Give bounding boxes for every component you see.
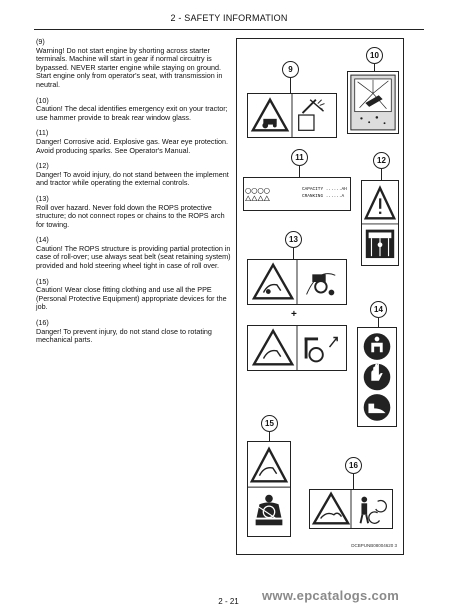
decal-11-battery bbox=[243, 177, 351, 211]
cranking-label: CRANKING ......A bbox=[302, 194, 345, 199]
rops-fold-down-icon bbox=[248, 326, 346, 370]
decal-13-rollover bbox=[247, 259, 347, 305]
page-header bbox=[34, 8, 424, 30]
plus-sign: + bbox=[291, 309, 297, 320]
safety-item-10 bbox=[36, 97, 232, 123]
callout-14: 14 bbox=[370, 301, 387, 318]
leader-line bbox=[290, 78, 291, 94]
item-text: (13) Roll over hazard. Never fold down the ROPS protective structure; do not connect ropes or chains to the ROPS arch for towing. bbox=[36, 193, 225, 229]
decal-15-seatbelt bbox=[247, 441, 291, 537]
decal-10-emergency-exit bbox=[347, 71, 399, 134]
item-text: (12) Danger! To avoid injury, do not stand between the implement and tractor while operating the external controls. bbox=[36, 161, 229, 188]
callout-10: 10 bbox=[366, 47, 383, 64]
item-text: (9) Warning! Do not start engine by shorting across starter terminals. Machine will start in gear if normal circuitry is bypassed. NEVER starter engine while staying on ground. Start engine only from operator's seat, with transmission in neutral. bbox=[36, 37, 223, 89]
decal-16-rotating-parts bbox=[309, 489, 393, 529]
safety-item-13 bbox=[36, 195, 232, 229]
figure-code: DCBPUNB08004620 3 bbox=[351, 543, 397, 548]
callout-11: 11 bbox=[291, 149, 308, 166]
page-number: 2 - 21 bbox=[218, 597, 239, 606]
battery-rating bbox=[302, 186, 347, 200]
watermark: www.epcatalogs.com bbox=[262, 588, 400, 603]
decal-9-starter-warning bbox=[247, 93, 337, 138]
ppe-clothing-icons bbox=[358, 328, 396, 426]
seatbelt-rollover-icon bbox=[248, 442, 290, 536]
crush-between-implement-icon bbox=[362, 181, 398, 265]
item-text: (10) Caution! The decal identifies emergency exit on your tractor; use hammer provide to break rear window glass. bbox=[36, 95, 228, 122]
callout-12: 12 bbox=[373, 152, 390, 169]
safety-item-11 bbox=[36, 129, 232, 155]
item-text: (14) Caution! The ROPS structure is providing partial protection in case of roll-over; use always seat belt (seat retaining system) provided and hold steering wheel tight in case of roll over. bbox=[36, 235, 231, 271]
callout-13: 13 bbox=[285, 231, 302, 248]
safety-item-16 bbox=[36, 319, 232, 345]
decal-13-rops-fold bbox=[247, 325, 347, 371]
callout-16: 16 bbox=[345, 457, 362, 474]
hammer-break-glass-icon bbox=[348, 72, 398, 133]
safety-text-column bbox=[36, 38, 232, 352]
capacity-label: CAPACITY ......AH bbox=[302, 187, 347, 192]
decal-12-implement-crush bbox=[361, 180, 399, 266]
rollover-hazard-icon bbox=[248, 260, 346, 304]
rotating-parts-hazard-icon bbox=[310, 490, 392, 528]
safety-item-14 bbox=[36, 236, 232, 270]
item-text: (16) Danger! To prevent injury, do not stand close to rotating mechanical parts. bbox=[36, 318, 212, 345]
safety-item-9 bbox=[36, 38, 232, 90]
item-text: (15) Caution! Wear close fitting clothing and use all the PPE (Personal Protective Equipment) appropriate devices for the job. bbox=[36, 276, 227, 312]
decal-14-ppe bbox=[357, 327, 397, 427]
section-title: 2 - SAFETY INFORMATION bbox=[170, 13, 288, 23]
tractor-starter-warning-icon bbox=[248, 94, 336, 137]
decal-illustration-panel bbox=[236, 38, 404, 555]
callout-9: 9 bbox=[282, 61, 299, 78]
item-text: (11) Danger! Corrosive acid. Explosive gas. Wear eye protection. Avoid producing sparks. See Operator's Manual. bbox=[36, 128, 229, 155]
leader-line bbox=[353, 474, 354, 490]
safety-item-15 bbox=[36, 278, 232, 312]
battery-hazard-icons bbox=[244, 178, 300, 212]
safety-item-12 bbox=[36, 162, 232, 188]
callout-15: 15 bbox=[261, 415, 278, 432]
